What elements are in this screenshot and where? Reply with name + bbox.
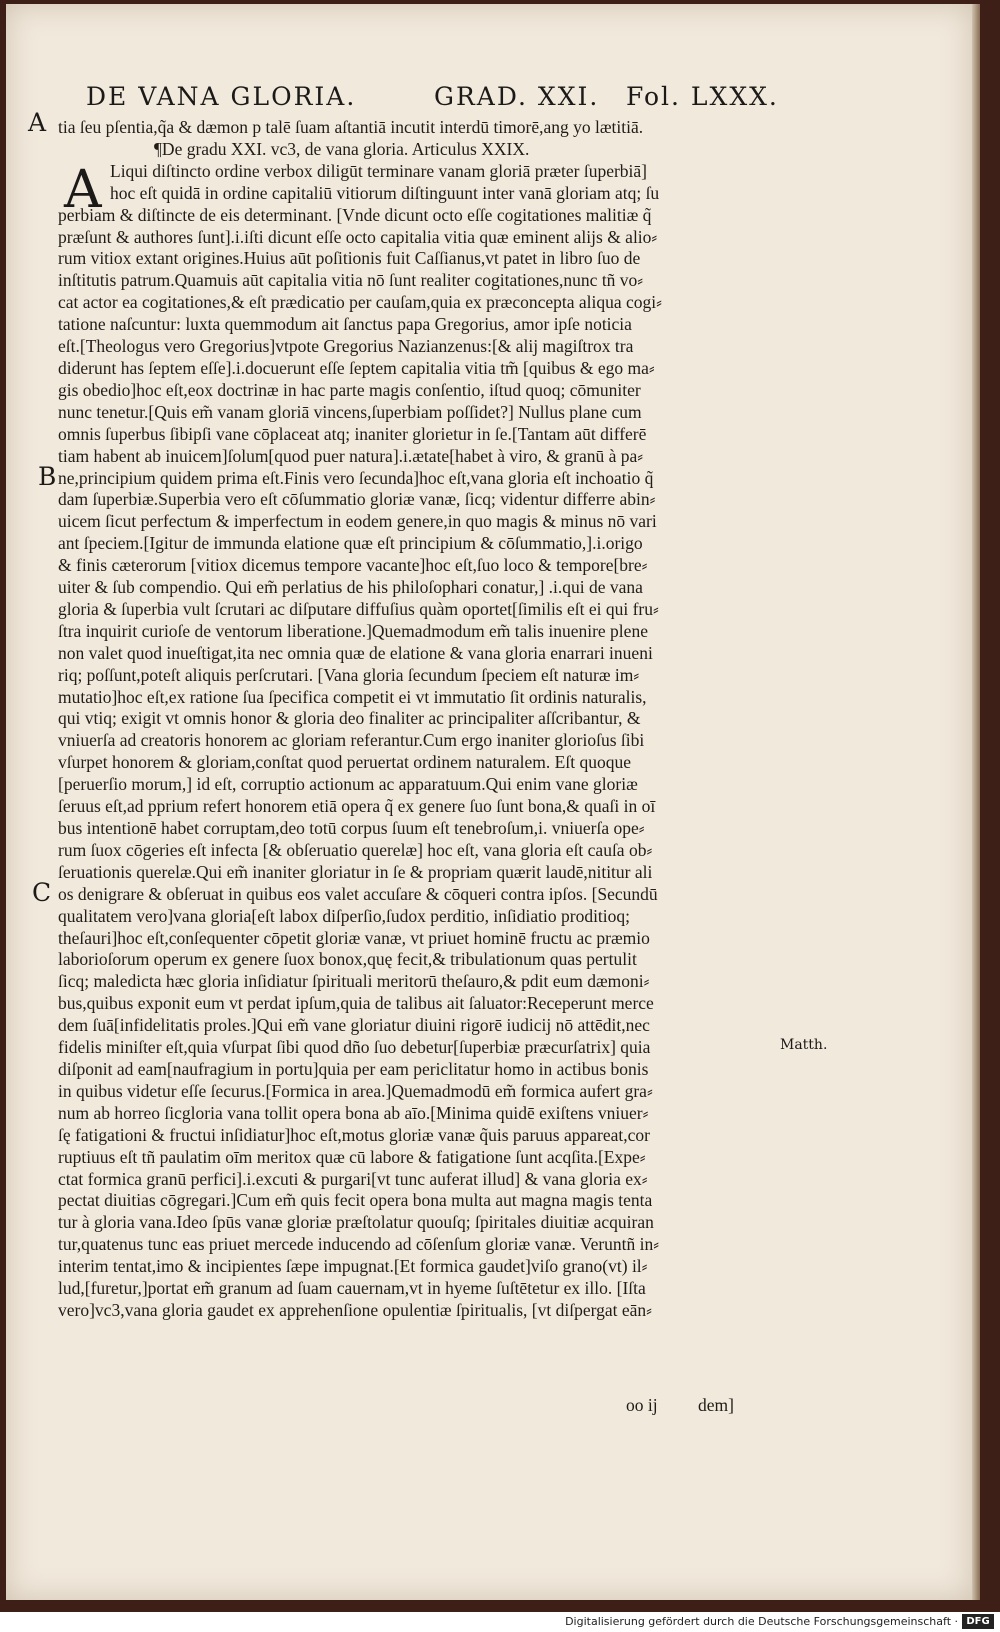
- book-page: [6, 4, 972, 1600]
- text-line: pectat diuitias cōgregari.]Cum em̃ quis fecit opera bona multa aut magna magis tenta: [58, 1190, 653, 1211]
- text-line: gis obedio]hoc eſt,eox doctrinæ in hac parte magis conſentio, iſtud quoq; cōmuniter: [58, 379, 641, 400]
- text-line: tur à gloria vana.Ideo ſpūs vanæ gloriæ præſtolatur quouſq; ſpiritales diuitiæ acquiran: [58, 1212, 654, 1233]
- signature-mark: oo ij: [626, 1395, 658, 1415]
- margin-letter-c: C: [32, 878, 52, 907]
- margin-letter-a: A: [28, 108, 47, 137]
- text-line: ſeruus eſt,ad pprium refert honorem etiā opera q̃ ex genere ſuo ſunt bona,& quaſi in oī: [58, 796, 656, 817]
- text-line: diſponit ad eam[naufragium in portu]quia per eam periclitatur homo in actibus bonis: [58, 1058, 649, 1079]
- text-line: ant ſpeciem.[Igitur de immunda elatione quæ eſt principium & cōſummatio,].i.origo: [58, 533, 643, 554]
- text-line: non valet quod inueſtigat,ita nec omnia quæ de elatione & vana gloria enarrari inueni: [58, 642, 653, 663]
- text-line: mutatio]hoc eſt,ex ratione ſua ſpecifica competit ei vt immutatio ſit ordinis naturalis,: [58, 686, 647, 707]
- text-line: ctat formica granū perfici].i.excuti & purgari[vt tunc auferat illud] & vana gloria ex⸗: [58, 1168, 648, 1189]
- text-line: os denigrare & obſeruat in quibus eos valet accuſare & cōqueri contra ipſos. [Secundū: [58, 883, 658, 904]
- text-line: interim tentat,imo & incipientes ſæpe impugnat.[Et formica gaudet]viſo grano(vt) il⸗: [58, 1256, 648, 1277]
- text-line: in quibus videtur eſſe ſecurus.[Formica in area.]Quemadmodū em̃ formica aufert gra⸗: [58, 1080, 653, 1101]
- catchword: dem]: [698, 1395, 734, 1415]
- text-line: tia ſeu pſentia,q̃a & dæmon p talē ſuam aſtantiā incutit interdū timorē,ang yo lætitiā.: [58, 117, 644, 137]
- text-line: hoc eſt quidā in ordine capitaliū vitiorum diſtinguunt inter vanā gloriam atq; ſu: [110, 182, 660, 203]
- text-line: ruptiuus eſt tñ paulatim oīm meritox quæ cū labore & fatigatione ſunt acqſita.[Expe⸗: [58, 1146, 646, 1167]
- text-line: dam ſuperbiæ.Superbia vero eſt cōſummatio gloriæ vanæ, ſicq; videntur differre abin⸗: [58, 489, 656, 510]
- text-line: præſunt & authores ſunt].i.iſti dicunt eſſe octo capitalia vitia quæ eminent alijs & alio⸗: [58, 226, 658, 247]
- text-line: laborioſorum operum ex genere ſuox bonox,quę fecit,& tribulationum quas pertulit: [58, 949, 637, 970]
- text-line: lud,[furetur,]portat em̃ granum ad ſuam cauernam,vt in hyeme ſuſtētetur ex illo. [Iſta: [58, 1278, 646, 1299]
- footer-bar: [0, 1612, 1000, 1632]
- text-line: omnis ſuperbus ſibipſi vane cōplaceat atq; inaniter glorietur in ſe.[Tantam aūt differē: [58, 423, 647, 444]
- text-line: rum ſuox cōgeries eſt infecta [& obſeruatio querelæ] hoc eſt, vana gloria eſt cauſa ob⸗: [58, 839, 653, 860]
- text-line: & finis cæterorum [vitiox dicemus tempore vacante]hoc eſt,ſuo loco & tempore[bre⸗: [58, 555, 648, 576]
- running-header: [86, 82, 779, 114]
- text-line: rum vitiox extant origines.Huius aūt poſitionis fuit Caſſianus,vt patet in libro ſuo de: [58, 248, 641, 269]
- footer-credit: Digitalisierung gefördert durch die Deutsche Forschungsgemeinschaft ·: [565, 1615, 958, 1628]
- text-line: ſtra inquirit curioſe de ventorum liberatione.]Quemadmodum em̃ talis inuenire plene: [58, 620, 648, 641]
- text-line: qui vtiq; exigit vt omnis honor & gloria deo finaliter ac principaliter aſſcribantur, &: [58, 708, 641, 729]
- text-line: tur,quatenus tunc eas priuet mercede inducendo ad cōſenſum gloriæ vanæ. Veruntñ in⸗: [58, 1234, 660, 1255]
- dfg-logo: DFG: [962, 1614, 994, 1629]
- text-line: theſauri]hoc eſt,conſequenter cōpetit gloriæ vanæ, vt priuet hominē fructu ac præmio: [58, 927, 650, 948]
- drop-cap: A: [64, 160, 102, 220]
- text-line: bus intentionē habet corruptam,deo totū corpus ſuum eſt tenebroſum,i. vniuerſa ope⸗: [58, 818, 645, 838]
- text-line: cat actor ea cogitationes,& eſt prædicatio per cauſam,quia ex præconcepta aliqua cogi⸗: [58, 292, 662, 313]
- text-line: bus,quibus exponit eum vt perdat ipſum,quia de talibus ait ſaluator:Receperunt merce: [58, 993, 654, 1014]
- text-line: [peruerſio morum,] id eſt, corruptio actionum ac apparatuum.Qui enim vane gloriæ: [58, 774, 638, 795]
- text-line: vſurpet honorem & gloriam,conſtat quod peruertat ordinem naturalem. Eſt quoque: [58, 752, 631, 773]
- text-block: [58, 117, 780, 1322]
- text-line: ¶De gradu XXI. vc3, de vana gloria. Articulus XXIX.: [154, 138, 530, 159]
- text-line: vero]vc3,vana gloria gaudet ex apprehenſione opulentiæ ſpiritualis, [vt diſpergat eān⸗: [58, 1299, 652, 1320]
- header-title: DE VANA GLORIA.: [86, 82, 357, 111]
- header-grade: GRAD. XXI.: [434, 82, 600, 111]
- header-folio: Fol. LXXX.: [626, 82, 779, 111]
- text-line: vniuerſa ad creatoris honorem ac gloriam referantur.Cum ergo inaniter glorioſus ſibi: [58, 730, 645, 751]
- text-line: ne,principium quidem prima eſt.Finis vero ſecunda]hoc eſt,vana gloria eſt inchoatio q̃: [58, 467, 654, 488]
- text-line: tatione naſcuntur: luxta quemmodum ait ſanctus papa Gregorius, amor ipſe noticia: [58, 314, 632, 335]
- text-line: ſeruationis querelæ.Qui em̃ inaniter gloriatur in ſe & propriam quærit laudē,nititur ali: [58, 861, 653, 882]
- text-line: fidelis miniſter eſt,quia vſurpat ſibi quod dño ſuo debetur[ſuperbiæ præcurſatrix] quia: [58, 1037, 651, 1058]
- margin-letter-b: B: [38, 462, 57, 491]
- text-line: dem ſuā[infidelitatis proles.]Qui em̃ vane gloriatur diuini rigorē iudicij nō attēdit,nec: [58, 1015, 650, 1036]
- text-line: qualitatem vero]vana gloria[eſt labox diſperſio,ſudox perditio, inſidiatio proditioq;: [58, 905, 631, 926]
- text-line: uiter & ſub compendio. Qui em̃ perlatius de his philoſophari conatur,] .i.qui de vana: [58, 577, 643, 598]
- text-line: Liqui diſtincto ordine verbox diligūt terminare vanam gloriā præter ſuperbiā]: [110, 160, 647, 181]
- text-line: num ab horreo ſicgloria vana tollit opera bona ab aīo.[Minima quidē exiſtens vniuer⸗: [58, 1102, 649, 1123]
- text-line: ſicq; maledicta hæc gloria inſidiatur ſpirituali meritorū theſauro,& pdit eum dæmoni⸗: [58, 971, 650, 992]
- text-line: eſt.[Theologus vero Gregorius]vtpote Gregorius Nazianzenus:[& alij magiſtrox tra: [58, 336, 634, 357]
- text-line: perbiam & diſtincte de eis determinant. [Vnde dicunt octo eſſe cogitationes malitiæ q̃: [58, 204, 652, 225]
- page-edge: [972, 4, 980, 1600]
- text-line: riq; poſſunt,poteſt aliquis perſcrutari. [Vana gloria ſecundum ſpeciem eſt naturæ im⸗: [58, 664, 640, 685]
- text-line: nunc tenetur.[Quis em̃ vanam gloriā vincens,ſuperbiam poſſidet?] Nullus plane cum: [58, 401, 642, 422]
- text-line: diderunt has ſeptem eſſe].i.docuerunt eſſe ſeptem capitalia vitia tm̃ [quibus & ego ma⸗: [58, 357, 655, 378]
- text-line: gloria & ſuperbia vult ſcrutari ac diſputare diffuſius quàm oportet[ſimilis eſt ei qui fru⸗: [58, 598, 659, 619]
- text-line: inſtitutis patrum.Quamuis aūt capitalia vitia nō ſunt realiter cogitationes,nunc tñ vo⸗: [58, 270, 644, 291]
- text-line: tiam habent ab inuicem]ſolum[quod puer natura].i.ætate[habet à viro, & granū à pa⸗: [58, 445, 644, 466]
- text-line: ſę fatigationi & fructui inſidiatur]hoc eſt,motus gloriæ vanæ q̃uis paruus appareat,cor: [58, 1124, 650, 1145]
- side-note-matth: Matth.: [780, 1037, 828, 1053]
- text-line: uicem ſicut perfectum & imperfectum in eodem genere,in quo magis & minus nō vari: [58, 511, 657, 532]
